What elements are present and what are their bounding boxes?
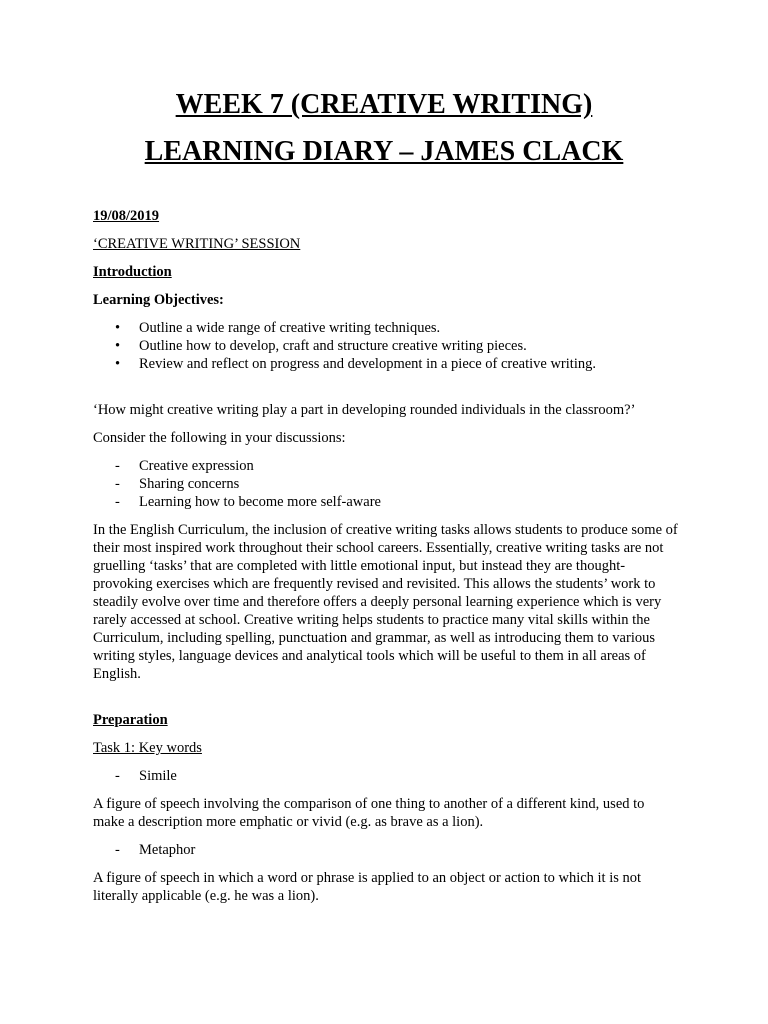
- objectives-heading: Learning Objectives:: [93, 292, 224, 308]
- task1-heading: Task 1: Key words: [93, 740, 202, 756]
- preparation-heading: Preparation: [93, 712, 168, 728]
- list-item: [93, 337, 678, 355]
- consider-text: Consider the following in your discussions:: [93, 430, 346, 446]
- discussion-point-text: Creative expression: [139, 458, 254, 474]
- objectives-list: [93, 319, 678, 373]
- list-item: [93, 767, 678, 785]
- keyword-term: Simile: [139, 768, 177, 784]
- dash-icon: -: [115, 458, 120, 474]
- list-item: [93, 355, 678, 373]
- list-item: [93, 457, 678, 475]
- list-item: [93, 319, 678, 337]
- document-title-line-2: LEARNING DIARY – JAMES CLACK: [144, 136, 624, 167]
- bullet-icon: •: [115, 320, 121, 336]
- objective-text: Outline how to develop, craft and structure creative writing pieces.: [139, 338, 527, 354]
- curriculum-paragraph: In the English Curriculum, the inclusion of creative writing tasks allows students to produce some of their most inspired work throughout their school careers. Essentially, creative writing tasks are not gruelling ‘tasks’ that are completed with little emotional input, but instead they are thought-provoking exercises which are frequently revised and revisited. This allows the students’ work to steadily evolve over time and therefore offers a deeply personal learning experience which is very rarely accessed at school. Creative writing helps students to practice many vital skills within the Curriculum, including spelling, punctuation and grammar, as well as introducing them to various writing styles, language devices and analytical tools which will be useful to them in all areas of English.: [93, 522, 678, 682]
- list-item: [93, 841, 678, 859]
- list-item: [93, 493, 678, 511]
- objective-text: Outline a wide range of creative writing techniques.: [139, 320, 441, 336]
- keyword-simile: [93, 767, 678, 785]
- keyword-metaphor: [93, 841, 678, 859]
- dash-icon: -: [115, 476, 120, 492]
- simile-definition: A figure of speech involving the comparison of one thing to another of a different kind, used to make a description more emphatic or vivid (e.g. as brave as a lion).: [93, 796, 645, 830]
- bullet-icon: •: [115, 338, 121, 354]
- document-body: [93, 207, 678, 915]
- objective-text: Review and reflect on progress and development in a piece of creative writing.: [139, 356, 596, 372]
- session-heading: ‘CREATIVE WRITING’ SESSION: [93, 236, 301, 252]
- discussion-point-text: Learning how to become more self-aware: [139, 494, 381, 510]
- introduction-heading: Introduction: [93, 264, 172, 280]
- date-heading: 19/08/2019: [93, 208, 160, 224]
- dash-icon: -: [115, 768, 120, 784]
- discussion-points-list: [93, 457, 678, 511]
- spacer: [93, 383, 678, 401]
- discussion-point-text: Sharing concerns: [139, 476, 240, 492]
- dash-icon: -: [115, 842, 120, 858]
- dash-icon: -: [115, 494, 120, 510]
- metaphor-definition: A figure of speech in which a word or phrase is applied to an object or action to which it is not literally applicable (e.g. he was a lion).: [93, 870, 642, 904]
- document-title-line-1: WEEK 7 (CREATIVE WRITING): [175, 89, 593, 120]
- bullet-icon: •: [115, 356, 121, 372]
- spacer: [93, 693, 678, 711]
- list-item: [93, 475, 678, 493]
- discussion-question: ‘How might creative writing play a part in developing rounded individuals in the classroom?’: [93, 402, 636, 418]
- keyword-term: Metaphor: [139, 842, 196, 858]
